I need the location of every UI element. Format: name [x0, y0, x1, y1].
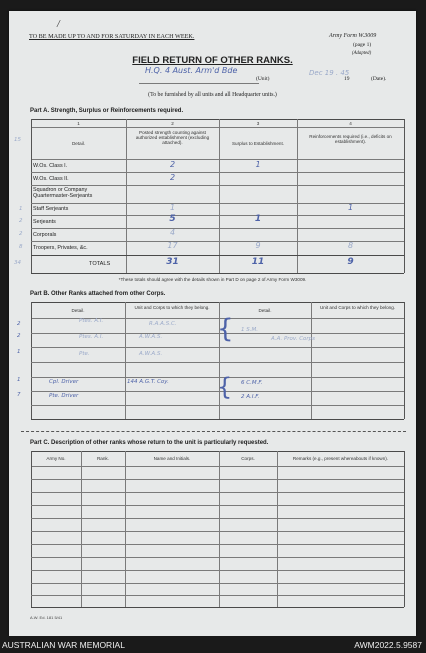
part-c-header-rank: Rank.	[96, 456, 109, 461]
row-label-cqms: Squadron or Company Quartermaster-Serjeants	[33, 187, 93, 199]
row-label-staff-serjeants: Staff Serjeants	[33, 206, 69, 212]
unit-label: (Unit)	[256, 76, 270, 82]
totals-surplus: 11	[251, 257, 265, 267]
reinf-staff-serjeants: 1	[347, 203, 354, 212]
part-a-footnote: *These totals should agree with the details shown in Part D on page 2 of Army Form W3009.	[118, 277, 307, 282]
part-b-right-unit: A.A. Prov. Corps	[271, 336, 316, 342]
unit-underline	[139, 83, 259, 84]
posted-wo1: 2	[169, 160, 176, 169]
part-a-header-reinf: Reinforcements required (i.e., deficits on establishment).	[309, 134, 392, 144]
totals-margin-mark: 34	[14, 260, 21, 266]
part-c-header-name: Name and Initials.	[153, 456, 191, 461]
part-b-brace: {	[217, 314, 234, 344]
row-label-corporals: Corporals	[33, 232, 57, 238]
part-a-colnum-2: 2	[171, 121, 174, 126]
part-b-unit: A.W.A.S.	[139, 351, 163, 357]
form-page	[9, 11, 416, 636]
form-number: Army Form W.3009	[329, 33, 377, 39]
row-label-serjeants: Serjeants	[33, 219, 56, 225]
posted-serjeants: 5	[169, 214, 176, 224]
part-a-header-surplus: Surplus to Establishment.	[231, 141, 285, 146]
posted-corporals: 4	[169, 228, 176, 237]
part-b-detail: Cpl. Driver	[49, 379, 79, 385]
date-handwritten: Dec 19 . 45	[309, 69, 350, 77]
row-label-troopers: Troopers, Privates, &c.	[33, 245, 88, 251]
part-b-header-detail-left: Detail.	[71, 308, 85, 313]
archive-footer	[0, 636, 426, 653]
dashed-separator	[21, 431, 406, 432]
top-note: TO BE MADE UP TO AND FOR SATURDAY IN EACH WEEK.	[29, 33, 195, 40]
part-a-title: Part A. Strength, Surplus or Reinforcements required.	[30, 108, 184, 114]
unit-handwritten: H.Q. 4 Aust. Arm'd Bde	[145, 66, 238, 75]
posted-staff-serjeants: 1	[169, 203, 176, 212]
row-label-wo1: W.Os. Class I.	[33, 163, 68, 169]
row-label-wo2: W.Os. Class II.	[33, 176, 69, 182]
row-margin-mark: 2	[19, 231, 23, 237]
part-a-colnum-4: 4	[349, 121, 352, 126]
form-adapted: (Adapted)	[352, 51, 372, 56]
part-b-brace: {	[217, 373, 233, 401]
part-b-header-detail-right: Detail.	[258, 308, 272, 313]
part-b-right-detail: 6 C.M.F.	[241, 380, 263, 386]
part-c-title: Part C. Description of other ranks whose return to the unit is particularly requested.	[30, 440, 269, 446]
part-b-right-detail: 1 S.M.	[241, 327, 258, 333]
row-margin-mark: 1	[19, 206, 23, 212]
part-a-header-detail: Detail.	[71, 141, 86, 146]
surplus-serjeants: 1	[254, 214, 262, 224]
part-b-margin: 1	[17, 349, 21, 355]
print-code: A.W. Ed. 181 5/41	[30, 615, 63, 620]
part-b-right-detail: 2 A.I.F.	[241, 394, 260, 400]
row-margin-mark: 15	[14, 137, 21, 143]
part-b-margin: 2	[17, 333, 21, 339]
part-c-header-remarks: Remarks (e.g., present whereabouts if known).	[292, 456, 389, 461]
totals-posted: 31	[166, 257, 179, 267]
part-b-detail: Pte. Driver	[49, 393, 79, 399]
part-b-margin: 1	[17, 377, 21, 383]
form-title: FIELD RETURN OF OTHER RANKS.	[132, 55, 293, 66]
part-b-header-unit-left: Unit and Corps to which they belong.	[134, 305, 210, 310]
part-b-margin: 7	[17, 392, 21, 398]
part-b-title: Part B. Other Ranks attached from other Corps.	[30, 291, 166, 297]
year-prefix: 19	[344, 76, 350, 82]
part-a-colnum-1: 1	[77, 121, 80, 126]
footer-institution: AUSTRALIAN WAR MEMORIAL	[2, 640, 125, 650]
surplus-wo1: 1	[255, 160, 261, 169]
part-a-colnum-3: 3	[256, 121, 260, 126]
part-b-header-unit-right: Unit and Corps to which they belong.	[319, 305, 396, 310]
part-b-detail: Ptes. A.I.	[79, 334, 104, 340]
part-b-detail: Pte.	[79, 351, 90, 357]
furnish-note: (To be furnished by all units and all Headquarter units.)	[148, 92, 277, 98]
row-margin-mark: 8	[19, 244, 23, 250]
posted-wo2: 2	[169, 173, 176, 182]
part-c-header-army-no: Army No.	[46, 456, 66, 461]
part-b-unit: R.A.A.S.C.	[149, 321, 177, 327]
top-handwritten-mark: /	[57, 19, 60, 30]
part-b-margin: 2	[17, 321, 21, 327]
form-page-number: (page 1)	[353, 42, 372, 48]
surplus-troopers: 9	[255, 241, 261, 250]
date-label: (Date).	[371, 76, 387, 82]
row-margin-mark: 2	[19, 218, 23, 224]
part-a-header-posted: Posted strength counting against authorized establishment (excluding attached).	[135, 130, 210, 145]
part-c-header-corps: Corps.	[241, 456, 255, 461]
totals-label: TOTALS	[89, 261, 111, 267]
reinf-troopers: 8	[347, 241, 354, 250]
part-b-unit: A.W.A.S.	[139, 334, 163, 340]
part-b-detail: Ptes. A.I.	[79, 318, 104, 324]
footer-accession-number: AWM2022.5.9587	[354, 640, 422, 650]
part-b-unit: 144 A.G.T. Coy.	[127, 379, 169, 385]
totals-reinf: 9	[347, 257, 354, 267]
posted-troopers: 17	[167, 241, 178, 250]
